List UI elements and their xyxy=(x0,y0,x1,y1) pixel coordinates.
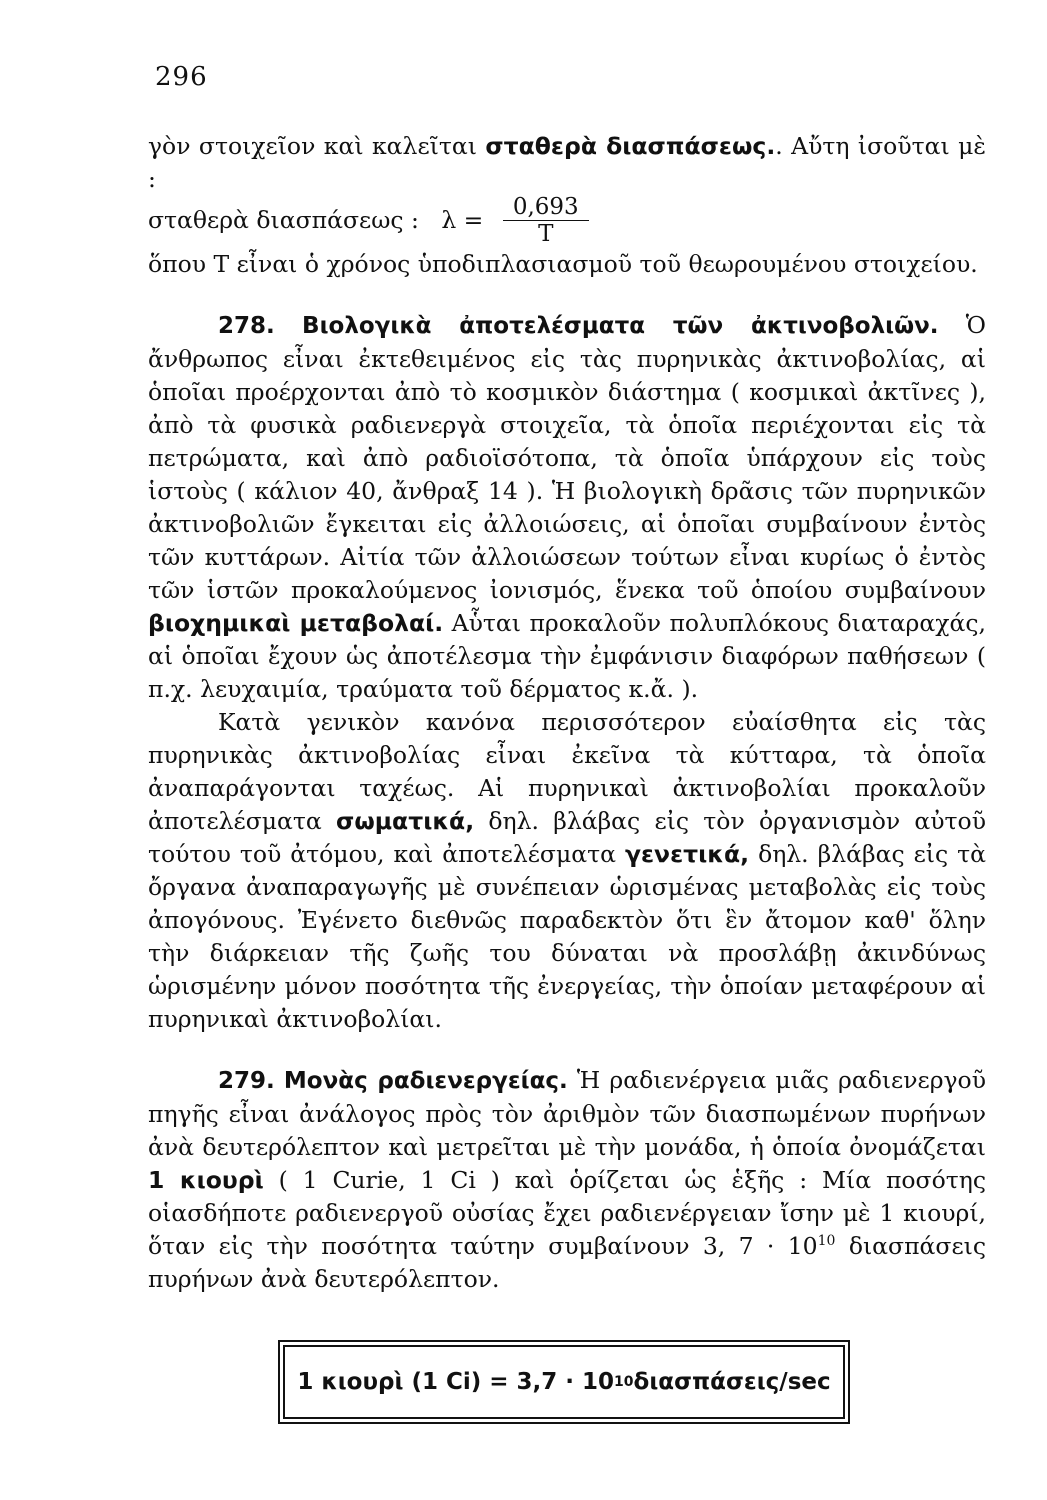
bold-term-genetic: γενετικά, xyxy=(624,840,750,868)
boxed-lhs: 1 κιουρὶ (1 Ci) = 3,7 · 10 xyxy=(297,1369,615,1395)
boxed-rhs: διασπάσεις/sec xyxy=(633,1369,831,1395)
decay-constant-formula xyxy=(148,192,986,248)
curie-definition-inner: 1 κιουρὶ (1 Ci) = 3,7 · 10 10 διασπάσεις/sec xyxy=(283,1345,845,1419)
fraction-numerator: 0,693 xyxy=(503,194,589,221)
paragraph-where: ὅπου T εἶναι ὁ χρόνος ὑποδιπλασιασμοῦ τοῦ θεωρουμένου στοιχείου. xyxy=(148,250,978,278)
paragraph-sensitivity xyxy=(148,706,986,1036)
text-run: γὸν στοιχεῖον καὶ καλεῖται xyxy=(148,132,486,160)
formula-lhs: σταθερὰ διασπάσεως : λ = xyxy=(148,205,491,234)
bold-term-decay-constant: σταθερὰ διασπάσεως. xyxy=(485,132,776,160)
section-number: 279. xyxy=(218,1068,275,1094)
section-title: Βιολογικὰ ἀποτελέσματα τῶν ἀκτινοβολιῶν. xyxy=(302,313,939,339)
paragraph-continuation xyxy=(148,130,986,196)
curie-definition-box xyxy=(278,1340,850,1424)
formula-fraction xyxy=(503,194,589,247)
bold-term-curie: 1 κιουρὶ xyxy=(148,1166,264,1194)
text-run: Κατὰ γενικὸν κανόνα περισσότερον εὐαίσθητα εἰς τὰς πυρηνικὰς ἀκτινοβολίας εἶναι ἐκεῖνα τὰ κύτταρα, τὰ ὁποῖα ἀναπαράγονται ταχέως. Αἱ πυρηνικαὶ ἀκτινοβολίαι προκαλοῦν ἀποτελέσματα xyxy=(148,708,986,835)
text-run: δηλ. βλάβας εἰς τὸν ὀργανισμὸν αὐτοῦ τούτου τοῦ ἀτόμου, καὶ ἀποτελέσματα xyxy=(148,807,986,868)
text-run: Ἡ ραδιενέργεια μιᾶς ραδιενεργοῦ πηγῆς εἶναι ἀνάλογος πρὸς τὸν ἀριθμὸν τῶν διασπωμένων πυρήνων ἀνὰ δευτερόλεπτον καὶ μετρεῖται μὲ τὴν μονάδα, ἡ ὁποία ὀνομάζεται xyxy=(148,1066,986,1161)
text-run: . Αὔτη ἰσοῦται μὲ : xyxy=(148,132,986,193)
text-run: Ὁ ἄνθρωπος εἶναι ἐκτεθειμένος εἰς τὰς πυρηνικὰς ἀκτινοβολίας, αἱ ὁποῖαι προέρχονται ἀπὸ τὸ κοσμικὸν διάστημα ( κοσμικαὶ ἀκτῖνες ), ἀπὸ τὰ φυσικὰ ραδιενεργὰ στοιχεῖα, τὰ ὁποῖα περιέχονται εἰς τὰ πετρώματα, καὶ ἀπὸ ραδιοϊσότοπα, τὰ ὁποῖα ὑπάρχουν εἰς τοὺς ἱστοὺς ( κάλιον 40, ἄνθραξ 14 ). Ἡ βιολογικὴ δρᾶσις τῶν πυρηνικῶν ἀκτινοβολιῶν ἔγκειται εἰς ἀλλοιώσεις, αἱ ὁποῖαι συμβαίνουν ἐντὸς τῶν κυττάρων. Αἰτία τῶν ἀλλοιώσεων τούτων εἶναι κυρίως ὁ ἐντὸς τῶν ἱστῶν προκαλούμενος ἰονισμός, ἕνεκα τοῦ ὁποίου συμβαίνουν xyxy=(148,311,986,604)
page-body xyxy=(148,130,986,1296)
bold-term-somatic: σωματικά, xyxy=(336,807,475,835)
section-279 xyxy=(148,1064,986,1296)
section-title: Μονὰς ραδιενεργείας. xyxy=(283,1068,568,1094)
text-run: διασπάσεις πυρήνων ἀνὰ δευτερόλεπτον. xyxy=(148,1232,986,1293)
text-run: ( 1 Curie, 1 Ci ) καὶ ὁρίζεται ὡς ἑξῆς : Μία ποσότης οἱασδήποτε ραδιενεργοῦ οὐσίας ἔχει ραδιενέργειαν ἴσην μὲ 1 κιουρί, ὅταν εἰς τὴν ποσότητα ταύτην συμβαίνουν 3, 7 · 10 xyxy=(148,1166,986,1260)
page-number: 296 xyxy=(155,62,208,92)
text-run: Αὗται προκαλοῦν πολυπλόκους διαταραχάς, αἱ ὁποῖαι ἔχουν ὡς ἀποτέλεσμα τὴν ἐμφάνισιν διαφόρων παθήσεων ( π.χ. λευχαιμία, τραύματα τοῦ δέρματος κ.ἄ. ). xyxy=(148,609,986,703)
text-run: δηλ. βλάβας εἰς τὰ ὄργανα ἀναπαραγωγῆς μὲ συνέπειαν ὡρισμένας μεταβολὰς εἰς τοὺς ἀπογόνους. Ἐγένετο διεθνῶς παραδεκτὸν ὅτι ἓν ἄτομον καθ' ὅλην τὴν διάρκειαν τῆς ζωῆς του δύναται νὰ προσλάβῃ ἀκινδύνως ὡρισμένην μόνον ποσότητα τῆς ἐνεργείας, τὴν ὁποίαν μεταφέρουν αἱ πυρηνικαὶ ἀκτινοβολίαι. xyxy=(148,840,986,1033)
bold-term-biochemical: βιοχημικαὶ μεταβολαί. xyxy=(148,609,444,637)
exponent: 10 xyxy=(817,1233,836,1249)
section-number: 278. xyxy=(218,313,275,339)
section-278 xyxy=(148,309,986,706)
fraction-denominator: T xyxy=(538,220,554,247)
